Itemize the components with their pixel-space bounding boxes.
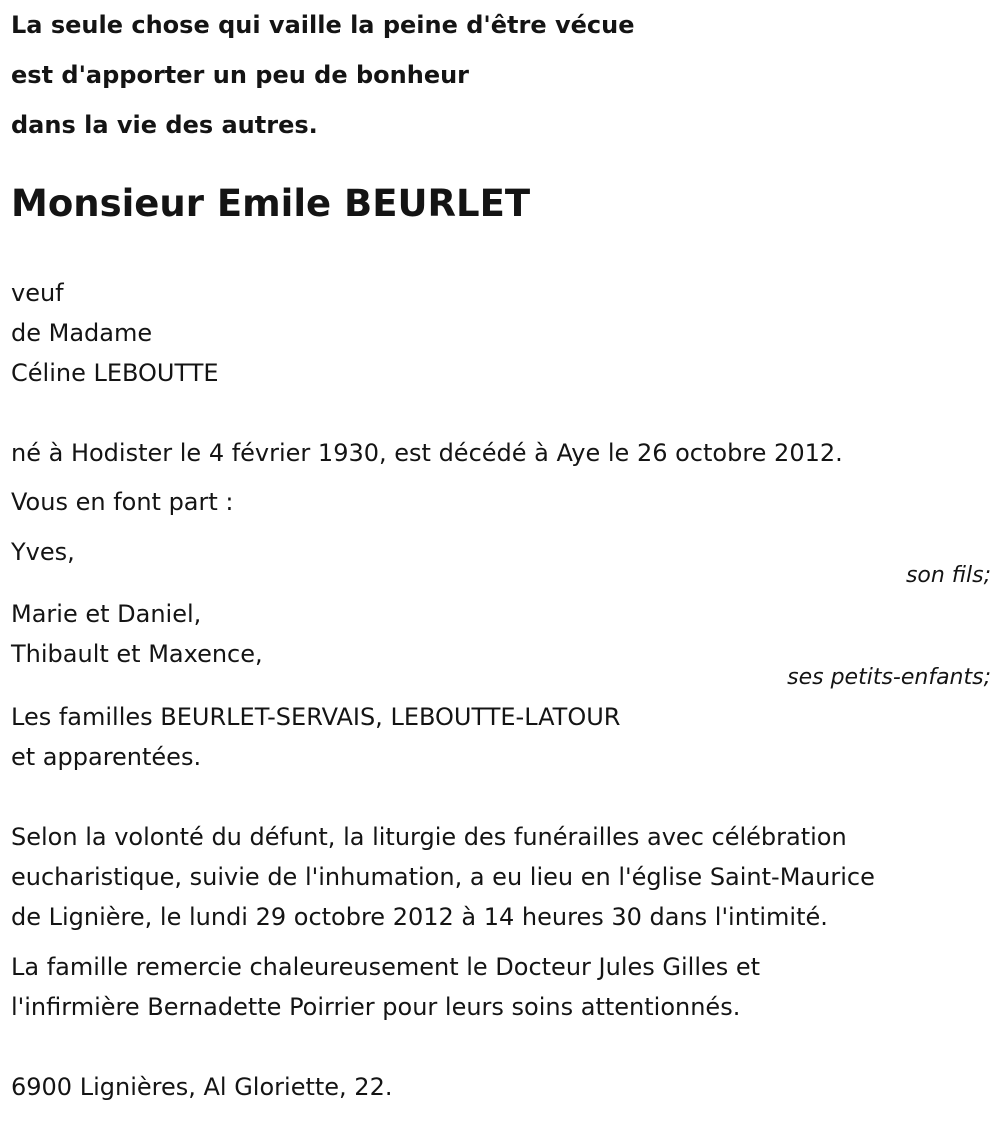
thanks-line-1: La famille remercie chaleureusement le Docteur Jules Gilles et	[11, 953, 761, 981]
thanks-line-2: l'infirmière Bernadette Poirrier pour leurs soins attentionnés.	[11, 993, 741, 1021]
grandchildren-line-2: Thibault et Maxence,	[11, 640, 263, 668]
son-name: Yves,	[11, 538, 75, 566]
funeral-line-2: eucharistique, suivie de l'inhumation, a eu lieu en l'église Saint-Maurice	[11, 863, 875, 891]
grandchildren-label: ses petits-enfants;	[787, 665, 991, 690]
spouse-line-1: veuf	[11, 279, 64, 307]
birth-death-text: né à Hodister le 4 février 1930, est décédé à Aye le 26 octobre 2012.	[11, 439, 843, 467]
son-label: son fils;	[905, 563, 991, 588]
funeral-line-1: Selon la volonté du défunt, la liturgie des funérailles avec célébration	[11, 823, 847, 851]
deceased-name: Monsieur Emile BEURLET	[11, 182, 531, 225]
families-line-2: et apparentées.	[11, 743, 202, 771]
families-line-1: Les familles BEURLET-SERVAIS, LEBOUTTE-LATOUR	[11, 703, 621, 731]
funeral-line-3: de Lignière, le lundi 29 octobre 2012 à 14 heures 30 dans l'intimité.	[11, 903, 828, 931]
spouse-line-2: de Madame	[11, 319, 153, 347]
quote-line-3: dans la vie des autres.	[11, 111, 318, 139]
address-text: 6900 Lignières, Al Gloriette, 22.	[11, 1073, 393, 1101]
quote-line-2: est d'apporter un peu de bonheur	[11, 61, 470, 89]
grandchildren-line-1: Marie et Daniel,	[11, 600, 202, 628]
announcers-intro: Vous en font part :	[11, 488, 234, 516]
quote-line-1: La seule chose qui vaille la peine d'être vécue	[11, 11, 635, 39]
spouse-line-3: Céline LEBOUTTE	[11, 359, 219, 387]
